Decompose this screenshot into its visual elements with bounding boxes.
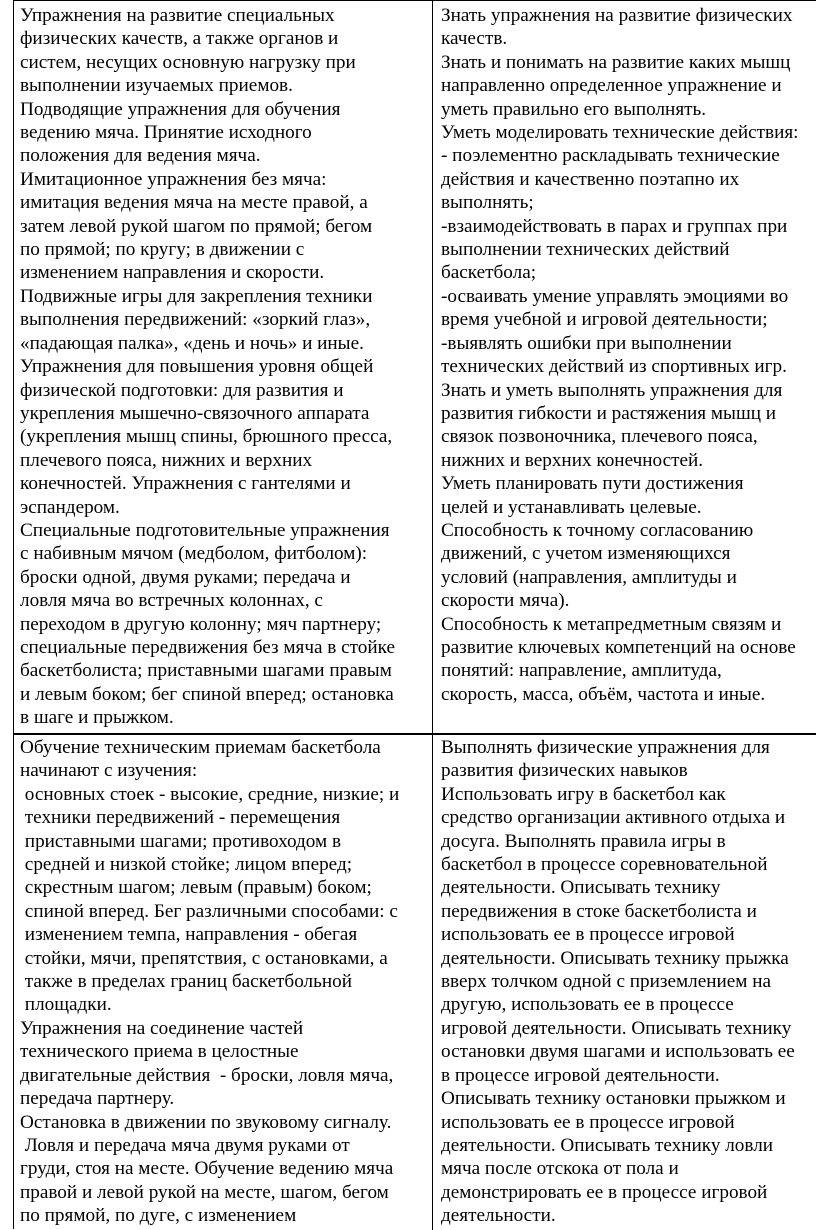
table-cell-exercises — [14, 1, 433, 733]
table-row — [14, 0, 816, 734]
table-cell-outcomes — [433, 735, 816, 1230]
cell-text: Выполнять физические упражнения для развития физических навыков Использовать игру в баскетбол как средство организации активного отдыха и досуга. Выполнять правила игры в баскетбол в процессе соревновательной деятельности. Описывать технику передвижения в стоке баскетболиста и использовать ее в процессе игровой деятельности. Описывать технику прыжка вверх толчком одной с приземлением на другую, использовать ее в процессе игровой деятельности. Описывать технику остановки двумя шагами и использовать ее в процессе игровой деятельности. Описывать технику остановки прыжком и использовать ее в процессе игровой деятельности. Описывать технику ловли мяча после отскока от пола и демонстрировать ее в процессе игровой деятельности. — [441, 737, 795, 1227]
content-table — [13, 0, 816, 1229]
cell-text: Знать упражнения на развитие физических качеств. Знать и понимать на развитие каких мышц направленно определенное упражнение и уметь правильно его выполнять. Уметь моделировать технические действия: - поэлементно раскладывать технические действия и качественно поэтапно их выполнять; -взаимодействовать в парах и группах при выполнении технических действий баскетбола; -осваивать умение управлять эмоциями во время учебной и игровой деятельности; -выявлять ошибки при выполнении технических действий из спортивных игр. Знать и уметь выполнять упражнения для развития гибкости и растяжения мышц и связок позвоночника, плечевого пояса, нижних и верхних конечностей. Уметь планировать пути достижения целей и устанавливать целевые. Способность к точному согласованию движений, с учетом изменяющихся условий (направления, амплитуды и скорости мяча). Способность к метапредметным связям и развитие ключевых компетенций на основе понятий: направление, амплитуда, скорость, масса, объём, частота и иные. — [441, 5, 799, 705]
cell-text: Упражнения на развитие специальных физических качеств, а также органов и систем, несущих основную нагрузку при выполнении изучаемых приемов. Подводящие упражнения для обучения ведению мяча. Принятие исходного положения для ведения мяча. Имитационное упражнения без мяча: имитация ведения мяча на месте правой, а затем левой рукой шагом по прямой; бегом по прямой; по кругу; в движении с изменением направления и скорости. Подвижные игры для закрепления техники выполнения передвижений: «зоркий глаз», «падающая палка», «день и ночь» и иные. Упражнения для повышения уровня общей физической подготовки: для развития и укрепления мышечно-связочного аппарата (укрепления мышц спины, брюшного пресса, плечевого пояса, нижних и верхних конечностей. Упражнения с гантелями и эспандером. Специальные подготовительные упражнения с набивным мячом (медболом, фитболом): броски одной, двумя руками; передача и ловля мяча во встречных колоннах, с переходом в другую колонну; мяч партнеру; специальные передвижения без мяча в стойке баскетболиста; приставными шагами правым и левым боком; бег спиной вперед; остановка в шаге и прыжком. — [20, 5, 396, 729]
table-row — [14, 734, 816, 1230]
table-cell-outcomes — [433, 1, 816, 733]
table-cell-exercises — [14, 735, 433, 1230]
cell-text: Обучение техническим приемам баскетбола начинают с изучения: основных стоек - высокие, средние, низкие; и техники передвижений - перемещения приставными шагами; противоходом в средней и низкой стойке; лицом вперед; скрестным шагом; левым (правым) боком; спиной вперед. Бег различными способами: с изменением темпа, направления - обегая стойки, мячи, препятствия, с остановками, а также в пределах границ баскетбольной площадки. Упражнения на соединение частей технического приема в целостные двигательные действия - броски, ловля мяча, передача партнеру. Остановка в движении по звуковому сигналу. Ловля и передача мяча двумя руками от груди, стоя на месте. Обучение ведению мяча правой и левой рукой на месте, шагом, бегом по прямой, по дуге, с изменением — [20, 737, 400, 1227]
